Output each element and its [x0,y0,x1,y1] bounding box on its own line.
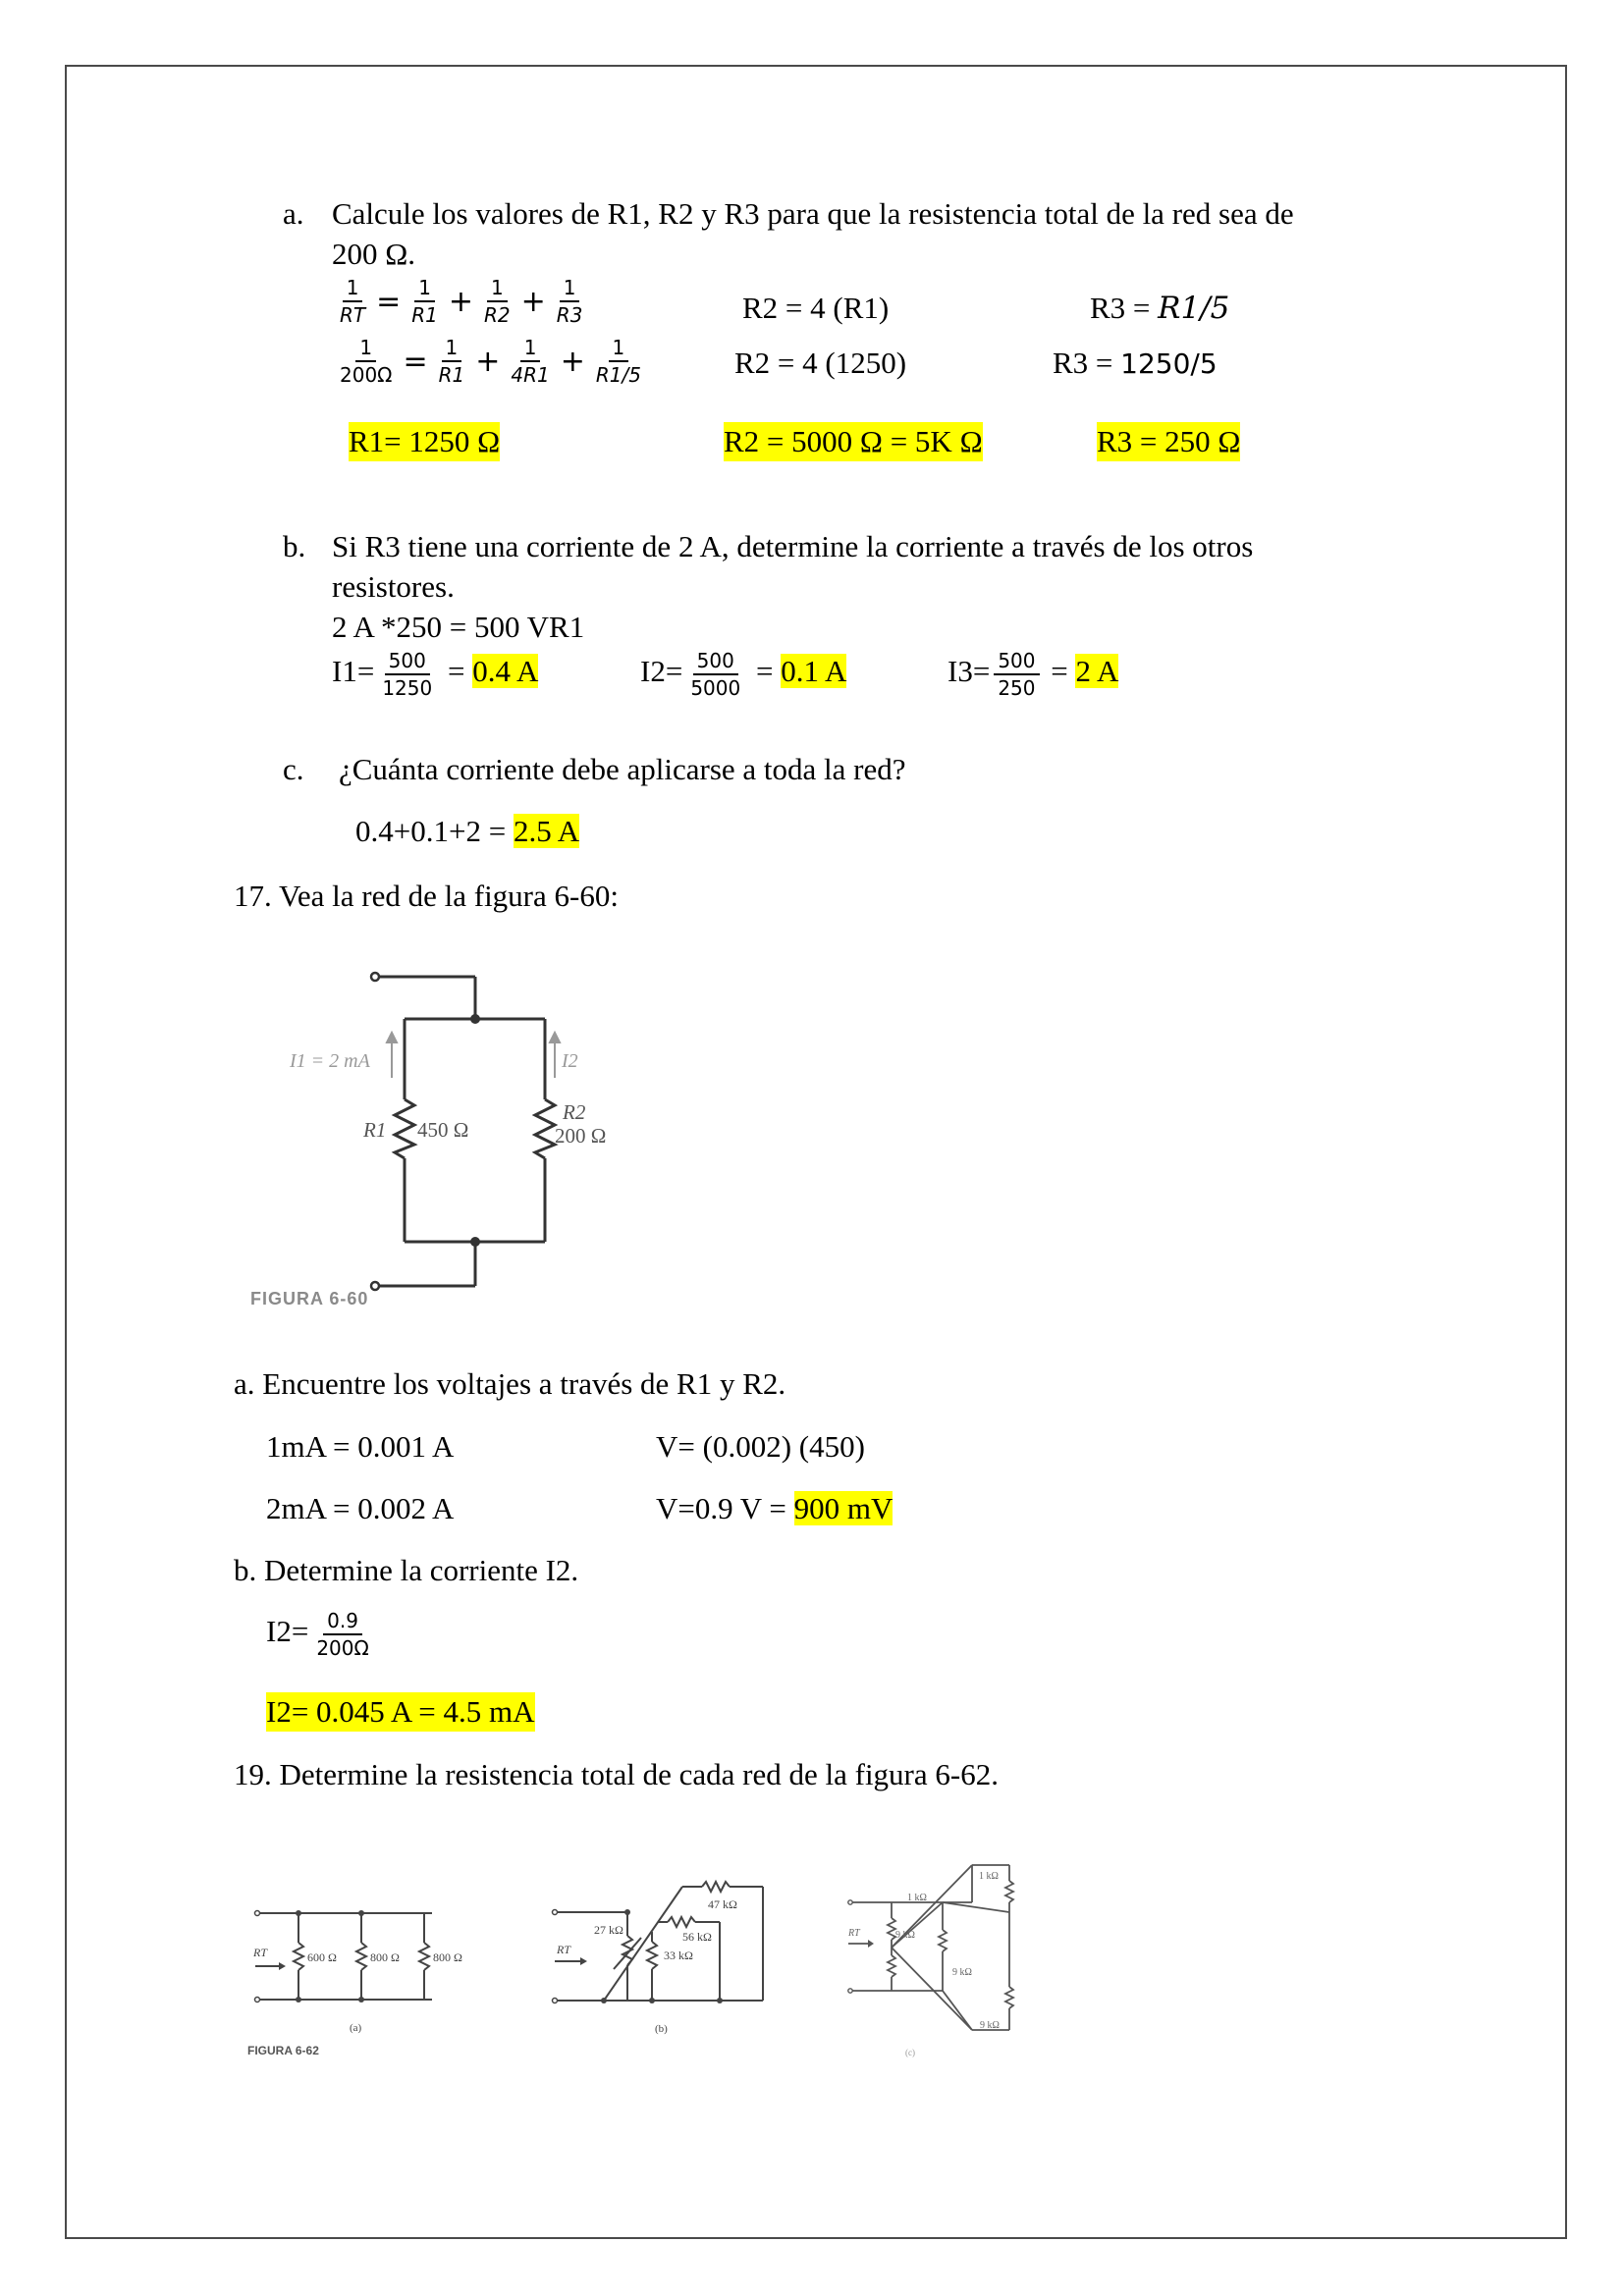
r2-relation: R2 = 4 (R1) [742,291,890,325]
resistor-label: 56 kΩ [682,1930,712,1944]
equation-1: $\frac{1}{RT}$ = $\frac{1}{R1}$ + $\frac{1}{R2}$ + $\frac{1}{R3}$ [340,276,583,327]
item-c-label: c. [283,752,304,786]
resistor-label: 1 kΩ [979,1871,999,1882]
r2-calculation: R2 = 4 (1250) [734,346,907,380]
rt-label: RT [253,1946,268,1959]
figure-6-60 [231,947,623,1320]
i2-label: I2 [562,1050,578,1072]
total-current-calc: 0.4+0.1+2 = 2.5 A [355,814,580,848]
resistor-label: 33 kΩ [664,1949,693,1962]
resistor-label: 9 kΩ [895,1930,915,1941]
question-17-heading: 17. Vea la red de la figura 6-60: [234,879,619,913]
item-a-label: a. [283,196,304,231]
item-a-text-2: 200 Ω. [332,237,416,271]
item-a-text-1: Calcule los valores de R1, R2 y R3 para que la resistencia total de la red sea de [332,196,1294,231]
r1-result: R1= 1250 Ω [349,422,500,461]
rt-label: RT [557,1943,571,1956]
figure-6-62-b [545,1863,781,2055]
item-c-text: ¿Cuánta corriente debe aplicarse a toda la red? [339,752,906,786]
q17-a-line1-left: 1mA = 0.001 A [266,1429,455,1464]
r1-name: R1 [363,1118,387,1142]
resistor-label: 800 Ω [433,1950,462,1964]
i3-calculation: I3= $\frac{500}{250}$ = 2 A [947,649,1119,700]
resistor-label: 27 kΩ [594,1923,623,1937]
r3-result: R3 = 250 Ω [1097,422,1240,461]
resistor-label: 600 Ω [307,1950,337,1964]
subfigure-label: (b) [655,2023,668,2035]
r1-value: 450 Ω [417,1118,469,1142]
item-b-label: b. [283,529,306,563]
q17-b-calc: I2= $\frac{0.9}{200\Omega}$ [266,1609,369,1660]
resistor-label: 9 kΩ [952,1967,972,1978]
r2-value: 200 Ω [555,1124,607,1148]
i1-calculation: I1= $\frac{500}{1250}$ = 0.4 A [332,649,539,700]
item-b-text-2: resistores. [332,569,455,604]
i1-label: I1 = 2 mA [290,1050,370,1072]
figure-6-62-c [844,1853,1021,2059]
question-19-heading: 19. Determine la resistencia total de cada red de la figura 6-62. [234,1757,999,1791]
r2-result: R2 = 5000 Ω = 5K Ω [724,422,983,461]
resistor-label: 47 kΩ [708,1897,737,1911]
voltage-line: 2 A *250 = 500 VR1 [332,610,585,644]
q17-a-line1-right: V= (0.002) (450) [656,1429,865,1464]
figure-6-62-caption: FIGURA 6-62 [247,2044,319,2057]
figure-6-62-a [245,1899,491,2047]
q17-b-result: I2= 0.045 A = 4.5 mA [266,1692,535,1732]
r3-relation: R3 = R1/5 [1090,291,1230,326]
equation-2: $\frac{1}{200\Omega}$ = $\frac{1}{R1}$ + $\frac{1}{4R1}$ + $\frac{1}{R1/5}$ [340,336,641,387]
r3-calculation: R3 = 1250/5 [1053,346,1218,380]
resistor-label: 800 Ω [370,1950,400,1964]
resistor-label: 1 kΩ [907,1893,927,1903]
i2-calculation: I2= $\frac{500}{5000}$ = 0.1 A [640,649,847,700]
r2-name: R2 [563,1100,586,1124]
q17-a-text: a. Encuentre los voltajes a través de R1 y R2. [234,1366,786,1401]
q17-a-line2-left: 2mA = 0.002 A [266,1491,455,1525]
subfigure-label: (c) [905,2048,915,2057]
figure-6-60-caption: FIGURA 6-60 [250,1289,369,1308]
q17-b-text: b. Determine la corriente I2. [234,1553,579,1587]
item-b-text-1: Si R3 tiene una corriente de 2 A, determine la corriente a través de los otros [332,529,1254,563]
rt-label: RT [848,1928,860,1939]
resistor-label: 9 kΩ [980,2020,1000,2031]
q17-a-line2-right: V=0.9 V = 900 mV [656,1491,893,1525]
subfigure-label: (a) [350,2022,362,2034]
